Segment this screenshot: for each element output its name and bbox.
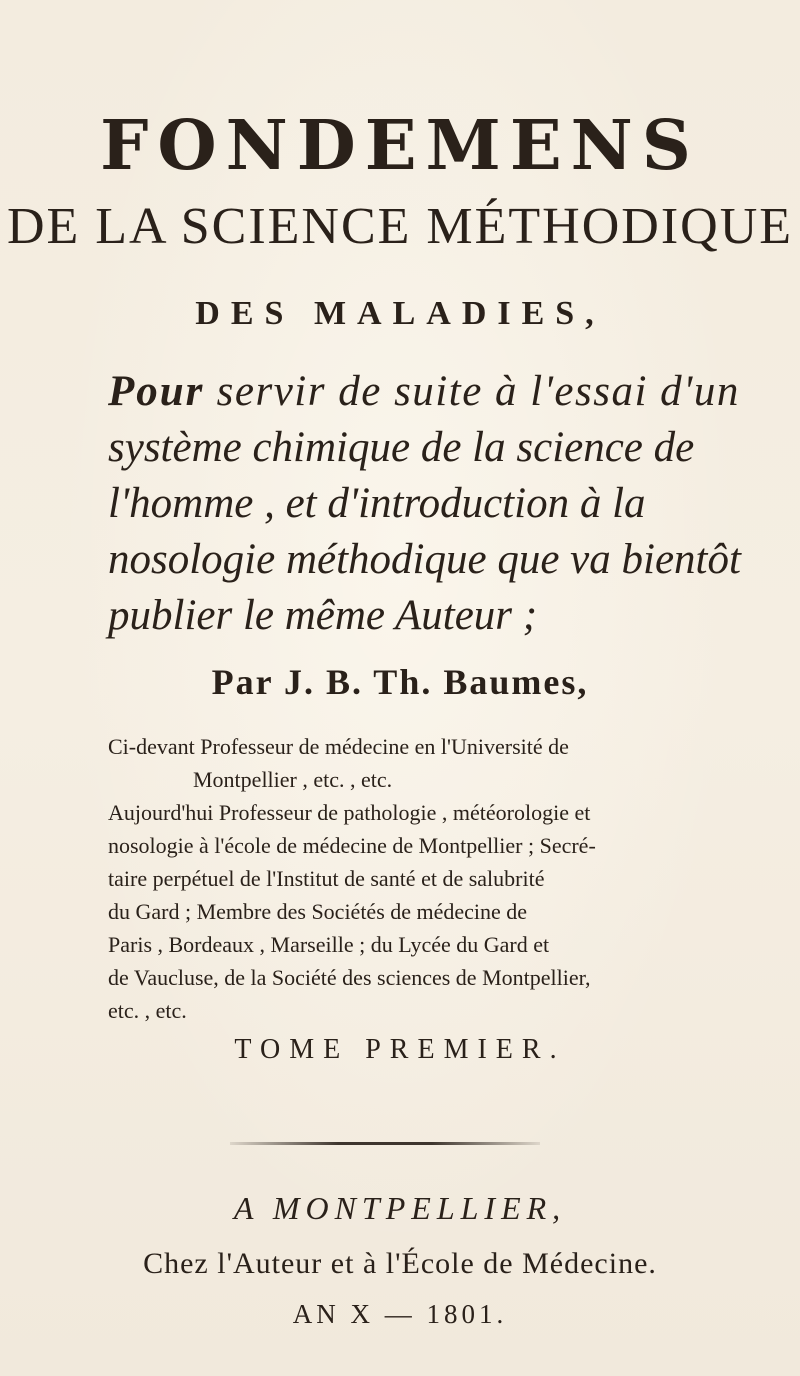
purpose-line-2: système chimique de la science de — [108, 424, 695, 471]
bio-line-7: Paris , Bordeaux , Marseille ; du Lycée du Gard et — [108, 932, 550, 957]
purpose-statement — [108, 364, 758, 644]
purpose-line-1-rest: servir de suite à l'essai d'un — [204, 368, 740, 415]
subtitle-maladies: DES MALADIES, — [195, 295, 605, 332]
publication-date: AN X — 1801. — [292, 1299, 508, 1329]
bio-line-6: du Gard ; Membre des Sociétés de médecine de — [108, 899, 528, 924]
bio-line-9: etc. , etc. — [108, 998, 187, 1023]
subtitle: DE LA SCIENCE MÉTHODIQUE — [6, 198, 794, 255]
volume-label: TOME PREMIER. — [234, 1034, 566, 1065]
purpose-line-4: nosologie méthodique que va bientôt — [108, 536, 741, 583]
purpose-lead: Pour — [108, 368, 205, 415]
author-line: Par J. B. Th. Baumes, — [211, 662, 589, 702]
bio-line-3: Aujourd'hui Professeur de pathologie , météorologie et — [108, 800, 591, 825]
purpose-line-3: l'homme , et d'introduction à la — [108, 480, 646, 527]
purpose-line-1 — [108, 364, 758, 420]
publication-place: A MONTPELLIER, — [233, 1190, 567, 1226]
bio-line-8: de Vaucluse, de la Société des sciences de Montpellier, — [108, 965, 591, 990]
bio-line-4: nosologie à l'école de médecine de Montpellier ; Secré- — [108, 833, 596, 858]
author-credentials — [108, 730, 708, 1027]
publisher-line: Chez l'Auteur et à l'École de Médecine. — [143, 1247, 657, 1280]
main-title: FONDEMENS — [100, 106, 700, 186]
divider-rule — [230, 1142, 540, 1145]
purpose-line-5: publier le même Auteur ; — [108, 592, 538, 639]
bio-line-1: Ci-devant Professeur de médecine en l'Université de — [108, 734, 569, 759]
bio-line-2: Montpellier , etc. , etc. — [193, 767, 393, 792]
bio-line-5: taire perpétuel de l'Institut de santé et de salubrité — [108, 866, 545, 891]
